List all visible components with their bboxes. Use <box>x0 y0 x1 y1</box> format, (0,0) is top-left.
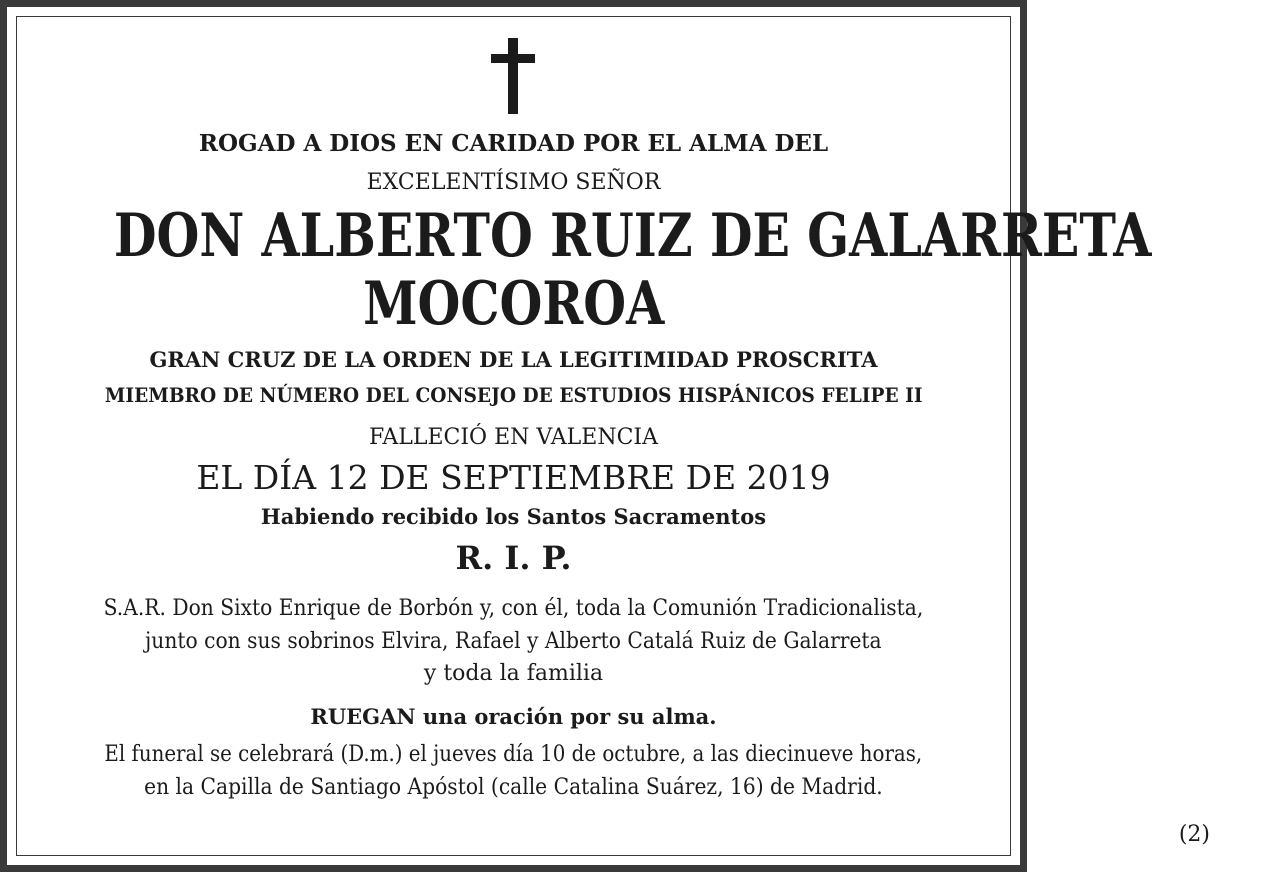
prayer-request: RUEGAN una oración por su alma. <box>310 704 717 729</box>
family-line-2 <box>0 631 1027 653</box>
family-line-3: y toda la familia <box>423 661 604 686</box>
death-date: EL DÍA 12 DE SEPTIEMBRE DE 2019 <box>196 458 831 497</box>
funeral-line-2-text: en la Capilla de Santiago Apóstol (calle Catalina Suárez, 16) de Madrid. <box>144 775 883 800</box>
latin-cross-icon <box>491 38 535 114</box>
honor-title-2 <box>0 385 1027 405</box>
honor-title-2-text: MIEMBRO DE NÚMERO DEL CONSEJO DE ESTUDIOS HISPÁNICOS FELIPE II <box>104 383 923 407</box>
funeral-line-2 <box>0 777 1027 799</box>
deceased-name-line2-text: MOCOROA <box>362 269 665 339</box>
deceased-name-line1 <box>0 201 1152 271</box>
family-line-1 <box>0 598 1027 620</box>
prayer-heading: ROGAD A DIOS EN CARIDAD POR EL ALMA DEL <box>198 130 829 157</box>
rip: R. I. P. <box>455 539 572 577</box>
funeral-line-1 <box>0 744 1027 766</box>
notice-number: (2) <box>1178 822 1210 847</box>
sacraments-line: Habiendo recibido los Santos Sacramentos <box>260 504 767 529</box>
family-line-2-text: junto con sus sobrinos Elvira, Rafael y Alberto Catalá Ruiz de Galarreta <box>145 629 882 654</box>
death-place: FALLECIÓ EN VALENCIA <box>369 425 658 450</box>
family-line-1-text: S.A.R. Don Sixto Enrique de Borbón y, con él, toda la Comunión Tradicionalista, <box>103 596 924 621</box>
funeral-line-1-text: El funeral se celebrará (D.m.) el jueves día 10 de octubre, a las diecinueve horas, <box>104 742 923 767</box>
deceased-name-line1-text: DON ALBERTO RUIZ DE GALARRETA <box>113 201 1152 271</box>
deceased-name-line2 <box>0 269 1027 339</box>
honor-title-1: GRAN CRUZ DE LA ORDEN DE LA LEGITIMIDAD PROSCRITA <box>149 347 878 372</box>
honorific: EXCELENTÍSIMO SEÑOR <box>366 170 661 195</box>
